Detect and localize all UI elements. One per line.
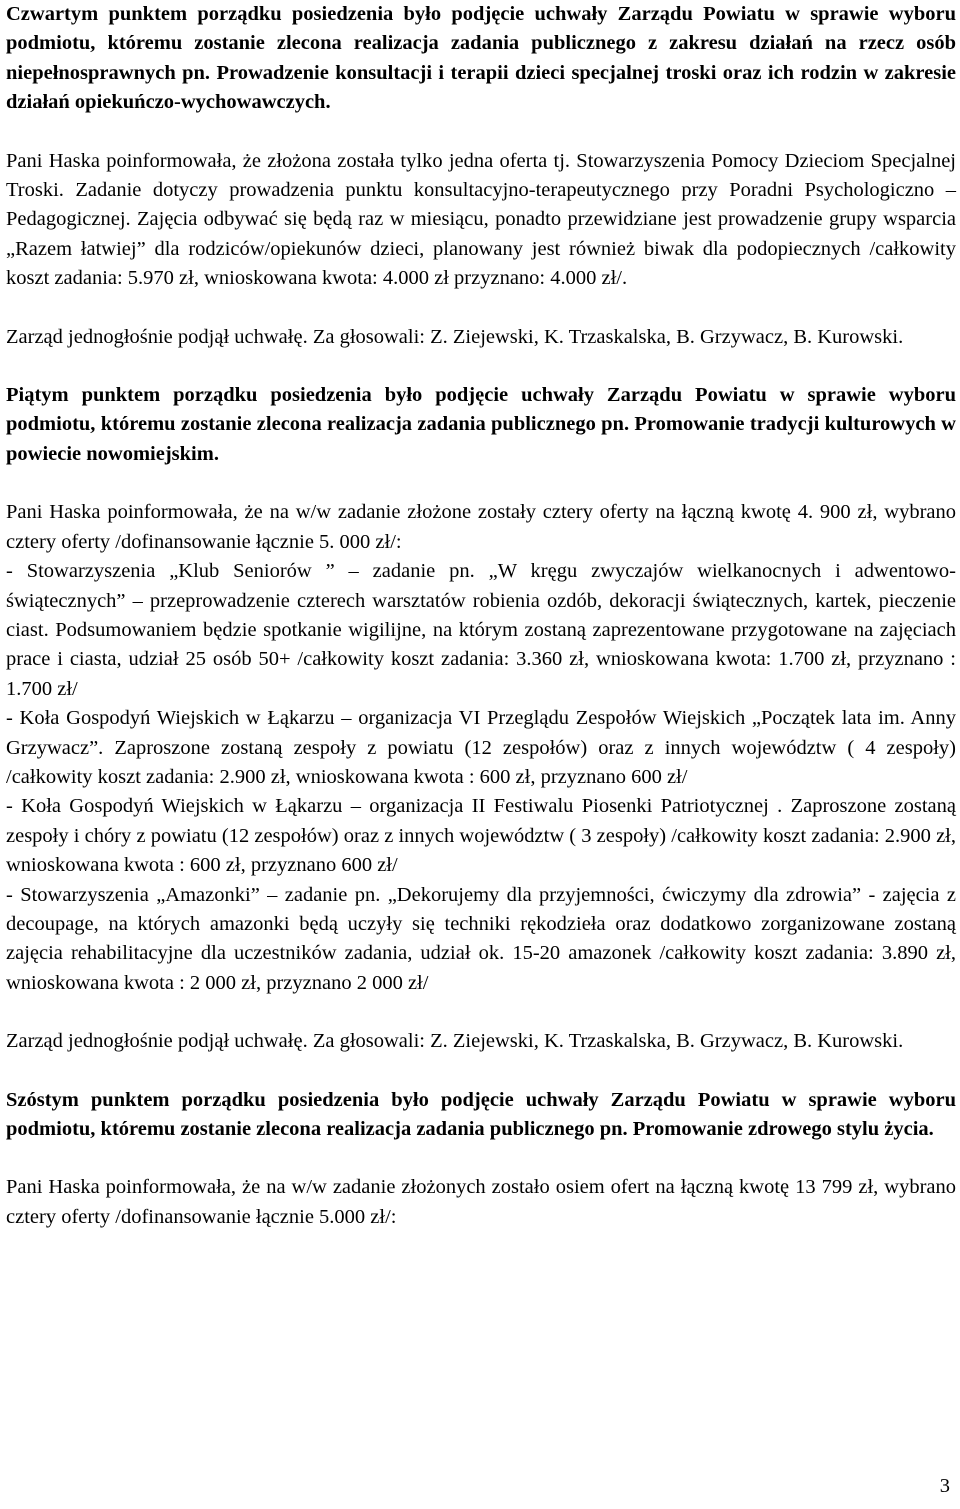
offer-list-item: - Koła Gospodyń Wiejskich w Łąkarzu – organizacja II Festiwalu Piosenki Patriotycznej . Zaproszone zostaną zespoły i chóry z powiatu (12 zespołów) oraz z innych województw ( 3 zespoły) /całkowity koszt zadania: 2.900 zł, wnioskowana kwota : 600 zł, przyznano 600 zł/	[6, 795, 956, 877]
paragraph-gap	[6, 998, 956, 1027]
agenda-item-4-heading: Czwartym punktem porządku posiedzenia było podjęcie uchwały Zarządu Powiatu w sprawie wyboru podmiotu, któremu zostanie zlecona realizacja zadania publicznego z zakresu działań na rzecz osób niepełnosprawnych pn. Prowadzenie konsultacji i terapii dzieci specjalnej troski oraz ich rodzin w zakresie działań opiekuńczo-wychowawczych.	[6, 3, 956, 114]
paragraph-gap	[6, 352, 956, 381]
offers-summary: Pani Haska poinformowała, że na w/w zadanie złożone zostały cztery oferty na łączną kwotę 4. 900 zł, wybrano cztery oferty /dofinansowanie łącznie 5. 000 zł/:	[6, 501, 956, 553]
agenda-item-6-body: Pani Haska poinformowała, że na w/w zadanie złożonych zostało osiem ofert na łączną kwotę 13 799 zł, wybrano cztery oferty /dofinansowanie łącznie 5.000 zł/:	[6, 1176, 956, 1228]
paragraph-gap	[6, 1057, 956, 1086]
offer-list-item: - Stowarzyszenia „Amazonki” – zadanie pn. „Dekorujemy dla przyjemności, ćwiczymy dla zdrowia” - zajęcia z decoupage, na których amazonki będą uczyły się techniki rękodzieła oraz dodatkowo zorganizowane zostaną zajęcia rehabilitacyjne dla uczestników zadania, udział ok. 15-20 amazonek /całkowity koszt zadania: 3.890 zł, wnioskowana kwota : 2 000 zł, przyznano 2 000 zł/	[6, 883, 956, 994]
offer-list-item: - Stowarzyszenia „Klub Seniorów ” – zadanie pn. „W kręgu zwyczajów wielkanocnych i adwentowo-świątecznych” – przeprowadzenie czterech warsztatów robienia ozdób, dekoracji świątecznych, kartek, pieczenie ciast. Podsumowaniem będzie spotkanie wigilijne, na którym zostaną zaprezentowane przygotowane na zajęciach prace i ciasta, udział 25 osób 50+ /całkowity koszt zadania: 3.360 zł, wnioskowana kwota: 1.700 zł, przyznano : 1.700 zł/	[6, 560, 956, 700]
paragraph-gap	[6, 1144, 956, 1173]
document-page	[6, 0, 956, 1232]
paragraph-gap	[6, 118, 956, 147]
paragraph-gap	[6, 469, 956, 498]
agenda-item-5-body	[6, 498, 956, 998]
offer-list-item: - Koła Gospodyń Wiejskich w Łąkarzu – organizacja VI Przeglądu Zespołów Wiejskich „Początek lata im. Anny Grzywacz”. Zaproszone zostaną zespoły z powiatu (12 zespołów) oraz z innych województw ( 4 zespoły) /całkowity koszt zadania: 2.900 zł, wnioskowana kwota : 600 zł, przyznano 600 zł/	[6, 707, 956, 788]
agenda-item-5-vote: Zarząd jednogłośnie podjął uchwałę. Za głosowali: Z. Ziejewski, K. Trzaskalska, B. Grzywacz, B. Kurowski.	[6, 1030, 904, 1053]
paragraph-gap	[6, 294, 956, 323]
agenda-item-4-body: Pani Haska poinformowała, że złożona została tylko jedna oferta tj. Stowarzyszenia Pomocy Dzieciom Specjalnej Troski. Zadanie dotyczy prowadzenia punktu konsultacyjno-terapeutycznego przy Poradni Psychologiczno – Pedagogicznej. Zajęcia odbywać się będą raz w miesiącu, ponadto przewidziane jest prowadzenie grupy wsparcia „Razem łatwiej” dla rodziców/opiekunów dzieci, planowany jest również biwak dla podopiecznych /całkowity koszt zadania: 5.970 zł, wnioskowana kwota: 4.000 zł przyznano: 4.000 zł/.	[6, 149, 956, 290]
agenda-item-4-vote: Zarząd jednogłośnie podjął uchwałę. Za głosowali: Z. Ziejewski, K. Trzaskalska, B. Grzywacz, B. Kurowski.	[6, 325, 904, 348]
agenda-item-5-heading: Piątym punktem porządku posiedzenia było podjęcie uchwały Zarządu Powiatu w sprawie wyboru podmiotu, któremu zostanie zlecona realizacja zadania publicznego pn. Promowanie tradycji kulturowych w powiecie nowomiejskim.	[6, 384, 956, 465]
page-number: 3	[939, 1475, 950, 1497]
agenda-item-6-heading: Szóstym punktem porządku posiedzenia było podjęcie uchwały Zarządu Powiatu w sprawie wyboru podmiotu, któremu zostanie zlecona realizacja zadania publicznego pn. Promowanie zdrowego stylu życia.	[6, 1088, 956, 1140]
